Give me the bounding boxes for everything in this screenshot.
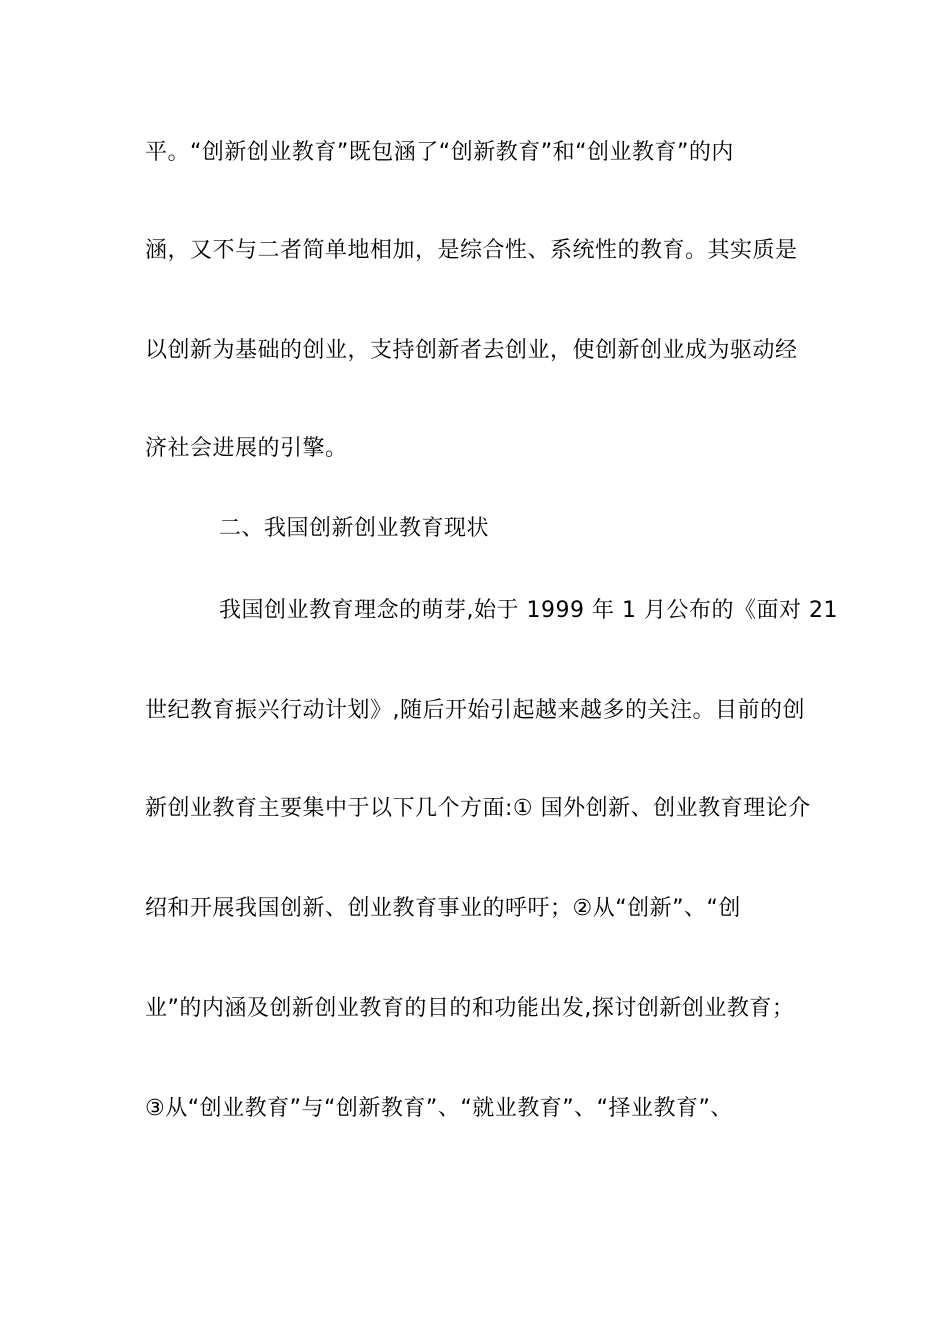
paragraph-line: 涵，又不与二者简单地相加，是综合性、系统性的教育。其实质是: [145, 238, 798, 263]
paragraph-line: 我国创业教育理念的萌芽,始于 1999 年 1 月公布的《面对 21: [219, 598, 838, 623]
paragraph-line: 济社会进展的引擎。: [145, 436, 348, 461]
paragraph-line: 以创新为基础的创业，支持创新者去创业，使创新创业成为驱动经: [145, 338, 798, 363]
paragraph-line: 业”的内涵及创新创业教育的目的和功能出发,探讨创新创业教育；: [145, 996, 795, 1021]
section-heading: 二、我国创新创业教育现状: [219, 516, 490, 541]
paragraph-line: 绍和开展我国创新、创业教育事业的呼吁；②从“创新”、“创: [145, 896, 741, 921]
paragraph-line: 平。“创新创业教育”既包涵了“创新教育”和“创业教育”的内: [145, 140, 734, 165]
paragraph-line: 新创业教育主要集中于以下几个方面:① 国外创新、创业教育理论介: [145, 796, 811, 821]
paragraph-line: ③从“创业教育”与“创新教育”、“就业教育”、“择业教育”、: [145, 1096, 733, 1121]
paragraph-line: 世纪教育振兴行动计划》,随后开始引起越来越多的关注。目前的创: [145, 698, 805, 723]
